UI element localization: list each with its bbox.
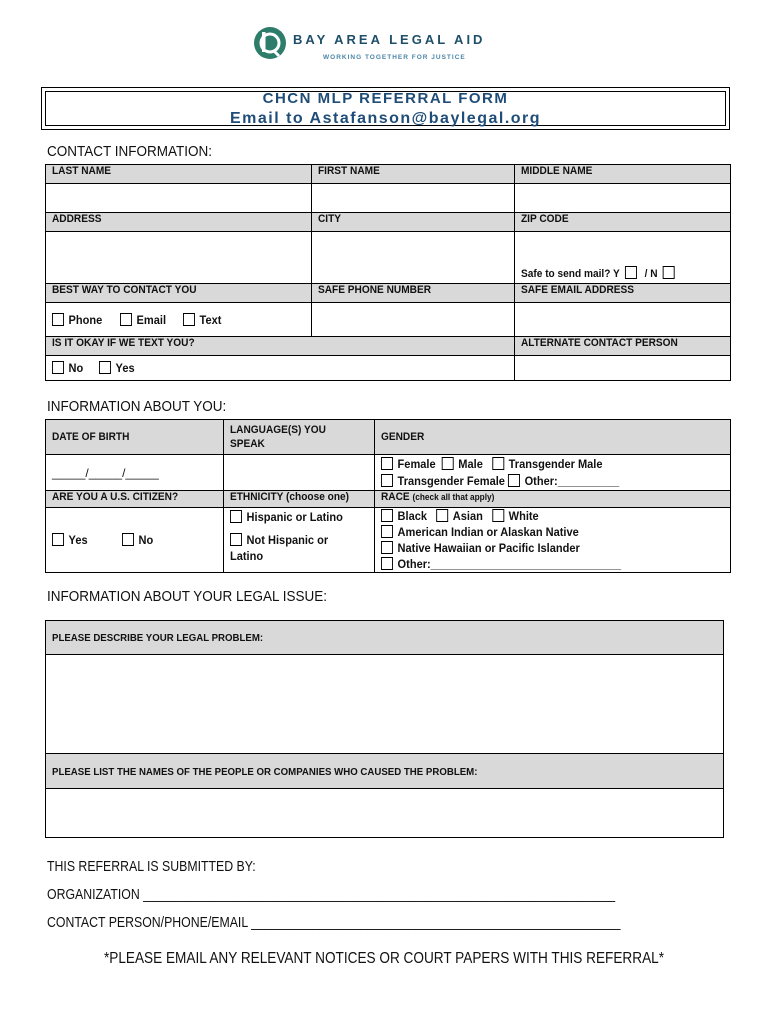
safe-mail-no-checkbox[interactable] <box>663 266 675 279</box>
citizen-label: ARE YOU A U.S. CITIZEN? <box>52 491 179 503</box>
race-asian-label: Asian <box>452 509 483 523</box>
zip-label: ZIP CODE <box>521 213 569 225</box>
gender-female-checkbox[interactable] <box>381 457 393 470</box>
contact-text-checkbox[interactable] <box>183 313 195 326</box>
contact-phone-label: Phone <box>68 312 103 327</box>
ethnicity-hispanic-checkbox[interactable] <box>230 510 242 523</box>
dob-field[interactable]: _____/_____/_____ <box>52 465 159 480</box>
race-white-checkbox[interactable] <box>492 509 504 522</box>
citizen-no-checkbox[interactable] <box>122 533 134 546</box>
notice-text: *PLEASE EMAIL ANY RELEVANT NOTICES OR COURT PAPERS WITH THIS REFERRAL* <box>103 950 665 967</box>
text-no-checkbox[interactable] <box>52 361 64 374</box>
first-name-label: FIRST NAME <box>318 165 380 177</box>
best-way-label: BEST WAY TO CONTACT YOU <box>52 284 197 296</box>
about-table <box>45 419 731 573</box>
race-label: RACE <box>381 491 410 503</box>
city-field[interactable] <box>312 232 515 284</box>
race-white-label: White <box>508 509 539 523</box>
contact-heading: CONTACT INFORMATION: <box>47 143 212 160</box>
gender-other-label: Other:__________ <box>524 474 620 488</box>
form-email: Email to Astafanson@baylegal.org <box>229 110 542 127</box>
safe-mail-yes-checkbox[interactable] <box>625 266 637 279</box>
describe-label: PLEASE DESCRIBE YOUR LEGAL PROBLEM: <box>52 632 264 644</box>
dob-label: DATE OF BIRTH <box>52 431 130 443</box>
form-title-box <box>41 87 730 130</box>
address-field[interactable] <box>46 232 312 284</box>
gender-trans-female-label: Transgender Female <box>397 474 505 488</box>
race-other-label: Other:_______________________________ <box>397 557 622 571</box>
race-hawaiian-label: Native Hawaiian or Pacific Islander <box>397 541 580 555</box>
contact-text-label: Text <box>199 312 222 327</box>
about-heading: INFORMATION ABOUT YOU: <box>47 398 227 415</box>
gender-male-label: Male <box>458 457 483 471</box>
form-title: CHCN MLP REFERRAL FORM <box>262 90 509 107</box>
ethnicity-not-hispanic-checkbox[interactable] <box>230 533 242 546</box>
alt-contact-label: ALTERNATE CONTACT PERSON <box>521 337 678 349</box>
ethnicity-not-hispanic-label: Not Hispanic or Latino <box>230 533 329 563</box>
contact-phone-checkbox[interactable] <box>52 313 64 326</box>
gender-female-label: Female <box>397 457 436 471</box>
gender-male-checkbox[interactable] <box>442 457 454 470</box>
citizen-yes-label: Yes <box>68 533 88 547</box>
contact-email-label: Email <box>136 312 166 327</box>
alt-contact-field[interactable] <box>515 356 731 381</box>
race-asian-checkbox[interactable] <box>436 509 448 522</box>
safe-email-label: SAFE EMAIL ADDRESS <box>521 284 635 296</box>
first-name-field[interactable] <box>312 184 515 213</box>
gender-trans-male-checkbox[interactable] <box>492 457 504 470</box>
citizen-yes-checkbox[interactable] <box>52 533 64 546</box>
ethnicity-label: ETHNICITY (choose one) <box>230 491 350 503</box>
text-no-label: No <box>68 361 84 375</box>
text-yes-checkbox[interactable] <box>99 361 111 374</box>
ok-text-label: IS IT OKAY IF WE TEXT YOU? <box>52 337 195 349</box>
safe-mail-label: Safe to send mail? Y <box>521 268 620 280</box>
race-note: (check all that apply) <box>412 492 495 502</box>
names-label: PLEASE LIST THE NAMES OF THE PEOPLE OR COMPANIES WHO CAUSED THE PROBLEM: <box>52 766 478 778</box>
safe-phone-label: SAFE PHONE NUMBER <box>318 284 432 296</box>
contact-table <box>45 164 731 381</box>
middle-name-field[interactable] <box>515 184 731 213</box>
gender-trans-female-checkbox[interactable] <box>381 474 393 487</box>
bay-area-legal-aid-logo-icon <box>253 26 287 60</box>
contact-person-line[interactable]: CONTACT PERSON/PHONE/EMAIL ______________________________________________________ <box>47 914 621 931</box>
names-field[interactable] <box>46 789 723 837</box>
safe-email-field[interactable] <box>515 303 731 337</box>
citizen-no-label: No <box>138 533 154 547</box>
describe-field[interactable] <box>46 655 723 753</box>
race-native-label: American Indian or Alaskan Native <box>397 525 579 539</box>
race-hawaiian-checkbox[interactable] <box>381 541 393 554</box>
legal-heading: INFORMATION ABOUT YOUR LEGAL ISSUE: <box>47 588 328 605</box>
org-tagline: WORKING TOGETHER FOR JUSTICE <box>323 54 466 61</box>
language-label: LANGUAGE(S) YOU SPEAK <box>230 424 326 450</box>
middle-name-label: MIDDLE NAME <box>521 165 593 177</box>
safe-phone-field[interactable] <box>312 303 515 337</box>
race-native-checkbox[interactable] <box>381 525 393 538</box>
last-name-label: LAST NAME <box>52 165 112 177</box>
contact-email-checkbox[interactable] <box>120 313 132 326</box>
race-black-label: Black <box>397 509 428 523</box>
ethnicity-hispanic-label: Hispanic or Latino <box>246 510 343 524</box>
organization-line[interactable]: ORGANIZATION _____________________________________________________________________ <box>47 886 616 903</box>
submitted-by-label: THIS REFERRAL IS SUBMITTED BY: <box>47 858 256 875</box>
text-yes-label: Yes <box>115 361 135 375</box>
city-label: CITY <box>318 213 342 225</box>
race-black-checkbox[interactable] <box>381 509 393 522</box>
address-label: ADDRESS <box>52 213 102 225</box>
last-name-field[interactable] <box>46 184 312 213</box>
gender-trans-male-label: Transgender Male <box>508 457 603 471</box>
safe-mail-no-label: / N <box>644 268 658 280</box>
org-name: BAY AREA LEGAL AID <box>293 32 486 47</box>
gender-label: GENDER <box>381 431 425 443</box>
legal-issue-box <box>45 620 724 838</box>
gender-other-checkbox[interactable] <box>508 474 520 487</box>
race-other-checkbox[interactable] <box>381 557 393 570</box>
language-field[interactable] <box>224 455 375 491</box>
logo <box>253 24 523 66</box>
